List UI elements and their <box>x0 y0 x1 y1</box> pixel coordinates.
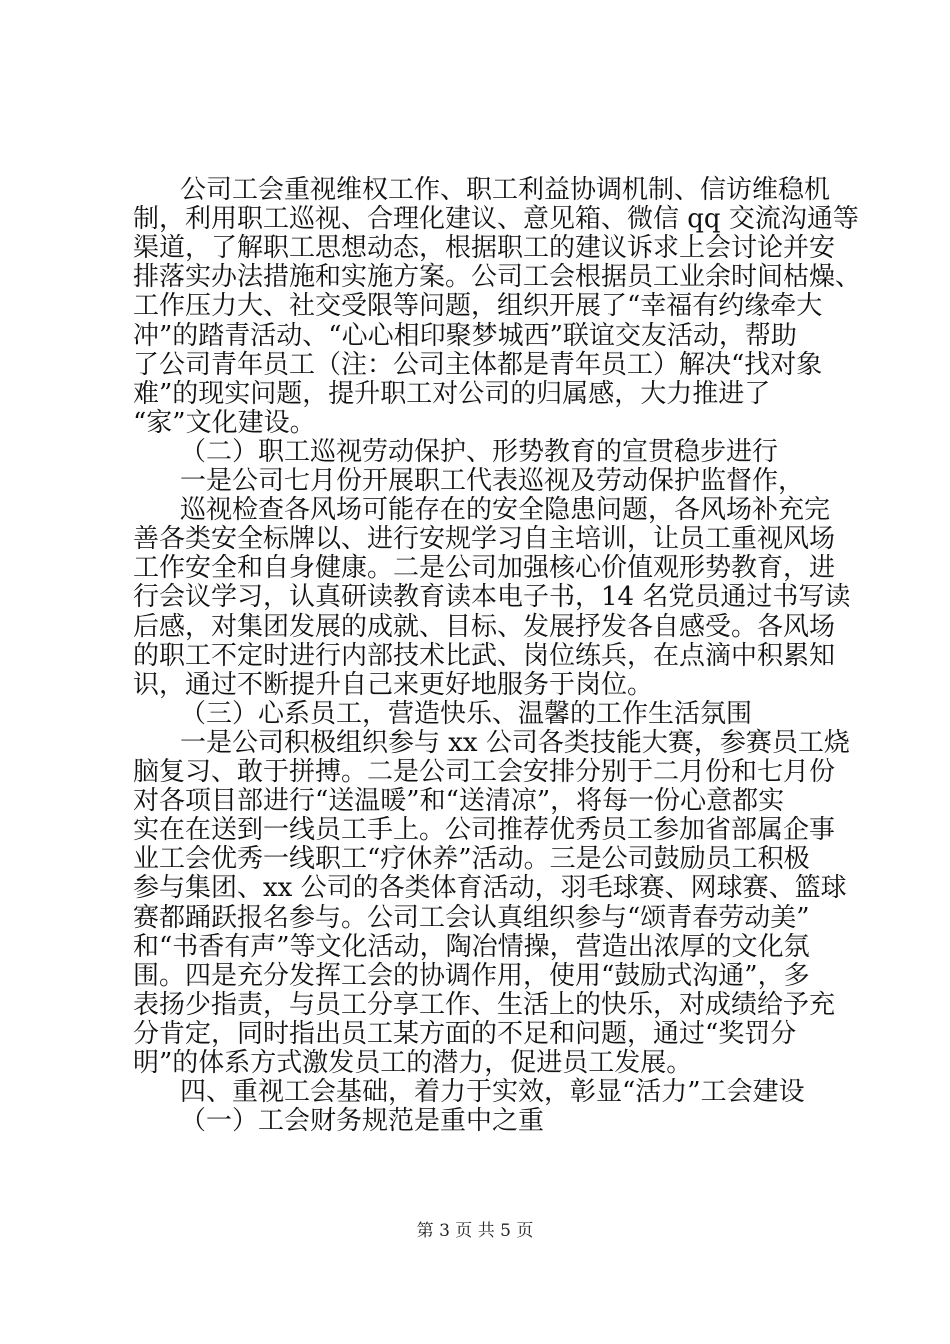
paragraph-line: 和“书香有声”等文化活动，陶冶情操，营造出浓厚的文化氛 <box>133 932 810 962</box>
section-heading: （一）工会财务规范是重中之重 <box>180 1106 545 1136</box>
paragraph-line: 工作安全和自身健康。二是公司加强核心价值观形势教育，进 <box>133 553 836 583</box>
paragraph-line: 制，利用职工巡视、合理化建议、意见箱、微信 qq 交流沟通等 <box>133 204 859 234</box>
paragraph-line: 公司工会重视维权工作、职工利益协调机制、信访维稳机 <box>180 175 831 205</box>
paragraph-line: 了公司青年员工（注：公司主体都是青年员工）解决“找对象 <box>133 350 823 380</box>
paragraph-line: 脑复习、敢于拼搏。二是公司工会安排分别于二月份和七月份 <box>133 757 836 787</box>
page-number-footer: 第 3 页 共 5 页 <box>416 1221 534 1241</box>
paragraph-line: 行会议学习，认真研读教育读本电子书，14 名党员通过书写读 <box>133 582 851 612</box>
paragraph-line: 实在在送到一线员工手上。公司推荐优秀员工参加省部属企事 <box>133 815 836 845</box>
paragraph-line: 分肯定，同时指出员工某方面的不足和问题，通过“奖罚分 <box>133 1019 797 1049</box>
paragraph-line: 识，通过不断提升自己来更好地服务于岗位。 <box>133 670 654 700</box>
paragraph-line: 冲”的踏青活动、“心心相印聚梦城西”联谊交友活动，帮助 <box>133 321 797 351</box>
paragraph-line: “家”文化建设。 <box>133 408 316 438</box>
paragraph-line: 巡视检查各风场可能存在的安全隐患问题，各风场补充完 <box>180 495 831 525</box>
paragraph-line: 的职工不定时进行内部技术比武、岗位练兵，在点滴中积累知 <box>133 641 836 671</box>
paragraph-line: 业工会优秀一线职工“疗休养”活动。三是公司鼓励员工积极 <box>133 844 810 874</box>
paragraph-line: 明”的体系方式激发员工的潜力，促进员工发展。 <box>133 1048 693 1078</box>
section-heading: （三）心系员工，营造快乐、温馨的工作生活氛围 <box>180 699 753 729</box>
paragraph-line: 一是公司七月份开展职工代表巡视及劳动保护监督作， <box>180 466 805 496</box>
paragraph-line: 对各项目部进行“送温暖”和“送清凉”，将每一份心意都实 <box>133 786 785 816</box>
paragraph-line: 表扬少指责，与员工分享工作、生活上的快乐，对成绩给予充 <box>133 990 836 1020</box>
paragraph-line: 一是公司积极组织参与 xx 公司各类技能大赛，参赛员工烧 <box>180 728 850 758</box>
paragraph-line: 善各类安全标牌以、进行安规学习自主培训，让员工重视风场 <box>133 524 836 554</box>
section-heading: （二）职工巡视劳动保护、形势教育的宣贯稳步进行 <box>180 437 779 467</box>
paragraph-line: 排落实办法措施和实施方案。公司工会根据员工业余时间枯燥、 <box>133 262 862 292</box>
paragraph-line: 难”的现实问题，提升职工对公司的归属感，大力推进了 <box>133 379 771 409</box>
section-heading: 四、重视工会基础，着力于实效，彰显“活力”工会建设 <box>180 1077 805 1107</box>
paragraph-line: 工作压力大、社交受限等问题，组织开展了“幸福有约缘牵大 <box>133 291 823 321</box>
paragraph-line: 渠道，了解职工思想动态，根据职工的建议诉求上会讨论并安 <box>133 233 836 263</box>
paragraph-line: 赛都踊跃报名参与。公司工会认真组织参与“颂青春劳动美” <box>133 903 810 933</box>
paragraph-line: 参与集团、xx 公司的各类体育活动，羽毛球赛、网球赛、篮球 <box>133 873 847 903</box>
paragraph-line: 围。四是充分发挥工会的协调作用，使用“鼓励式沟通”，多 <box>133 961 810 991</box>
paragraph-line: 后感，对集团发展的成就、目标、发展抒发各自感受。各风场 <box>133 612 836 642</box>
